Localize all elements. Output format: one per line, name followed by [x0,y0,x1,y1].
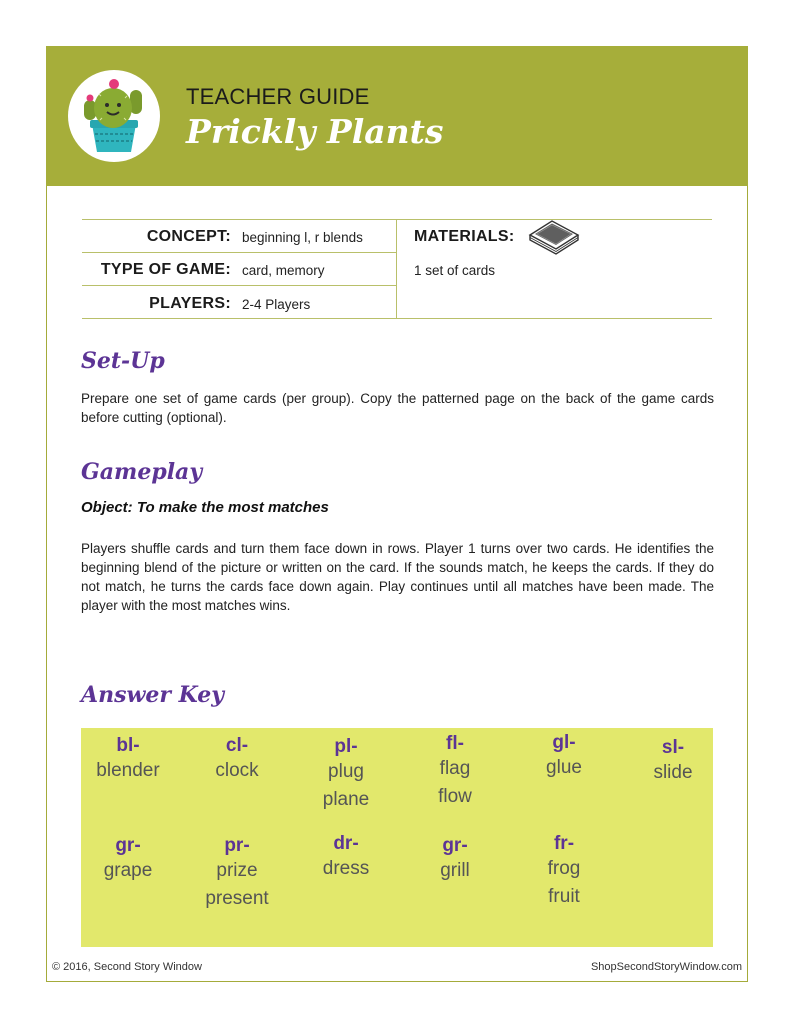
answer-word: slide [653,762,693,783]
answer-cell [78,835,178,885]
answer-word: dress [322,858,370,879]
divider [82,318,712,319]
info-table [82,219,712,319]
answer-word: glue [546,757,582,778]
answer-cell [514,833,614,911]
answer-cell [296,736,396,814]
type-label: TYPE OF GAME: [100,261,231,278]
answer-word: fruit [548,886,580,907]
answer-word: grill [440,860,470,881]
card-deck-icon [526,213,582,260]
answer-word: frog [547,858,581,879]
blend-label: bl- [116,735,140,756]
answer-cell [187,735,287,785]
materials-value: 1 set of cards [414,263,496,278]
answer-cell [514,732,614,782]
guide-title: Prickly Plants [186,112,444,151]
header-banner [46,46,748,186]
divider [82,285,396,286]
blend-label: gr- [115,835,141,856]
answer-word: flag [439,758,471,779]
gameplay-heading: Gameplay [81,459,203,485]
blend-label: gl- [552,732,576,753]
answer-word: prize [216,860,258,881]
answer-cell [296,833,396,883]
players-value: 2-4 Players [242,297,311,312]
answer-cell [405,733,505,811]
footer-website[interactable]: ShopSecondStoryWindow.com [590,961,742,973]
blend-label: pr- [224,835,250,856]
answer-cell [78,735,178,785]
answer-word: present [205,888,269,909]
gameplay-text: Players shuffle cards and turn them face down in rows. Player 1 turns over two cards. He identifies the beginning blend of the picture or written on the card. If the sounds match, he keeps the cards. If they do not match, he turns the cards face down again. Play continues until all matches have been made. The player with the most matches wins. [81,541,714,613]
answer-cell [187,835,287,913]
answer-cell [623,737,723,787]
footer-copyright: © 2016, Second Story Window [52,961,202,973]
blend-label: fl- [446,733,464,754]
blend-label: pl- [334,736,358,757]
divider [396,219,397,319]
guide-label: TEACHER GUIDE [186,84,370,109]
answer-cell [405,835,505,885]
setup-text: Prepare one set of game cards (per group). Copy the patterned page on the back of the game cards before cutting (optional). [81,391,714,425]
divider [82,252,396,253]
type-value: card, memory [242,263,325,278]
blend-label: dr- [333,833,359,854]
blend-label: fr- [553,833,575,854]
answer-key-box [81,728,713,947]
blend-label: cl- [225,735,249,756]
logo-badge [68,70,160,162]
cactus-icon [68,70,160,162]
answer-word: plane [322,789,370,810]
answer-word: grape [103,860,153,881]
concept-label: CONCEPT: [146,228,231,245]
concept-value: beginning l, r blends [242,230,363,245]
gameplay-object: Object: To make the most matches [81,499,329,516]
divider [82,219,712,220]
players-label: PLAYERS: [149,295,231,312]
answer-word: clock [215,760,259,781]
blend-label: sl- [661,737,685,758]
setup-heading: Set-Up [81,348,165,374]
answer-word: blender [96,760,160,781]
blend-label: gr- [442,835,468,856]
answer-key-heading: Answer Key [81,682,225,708]
materials-label: MATERIALS: [414,228,515,245]
answer-word: plug [328,761,364,782]
answer-word: flow [438,786,472,807]
